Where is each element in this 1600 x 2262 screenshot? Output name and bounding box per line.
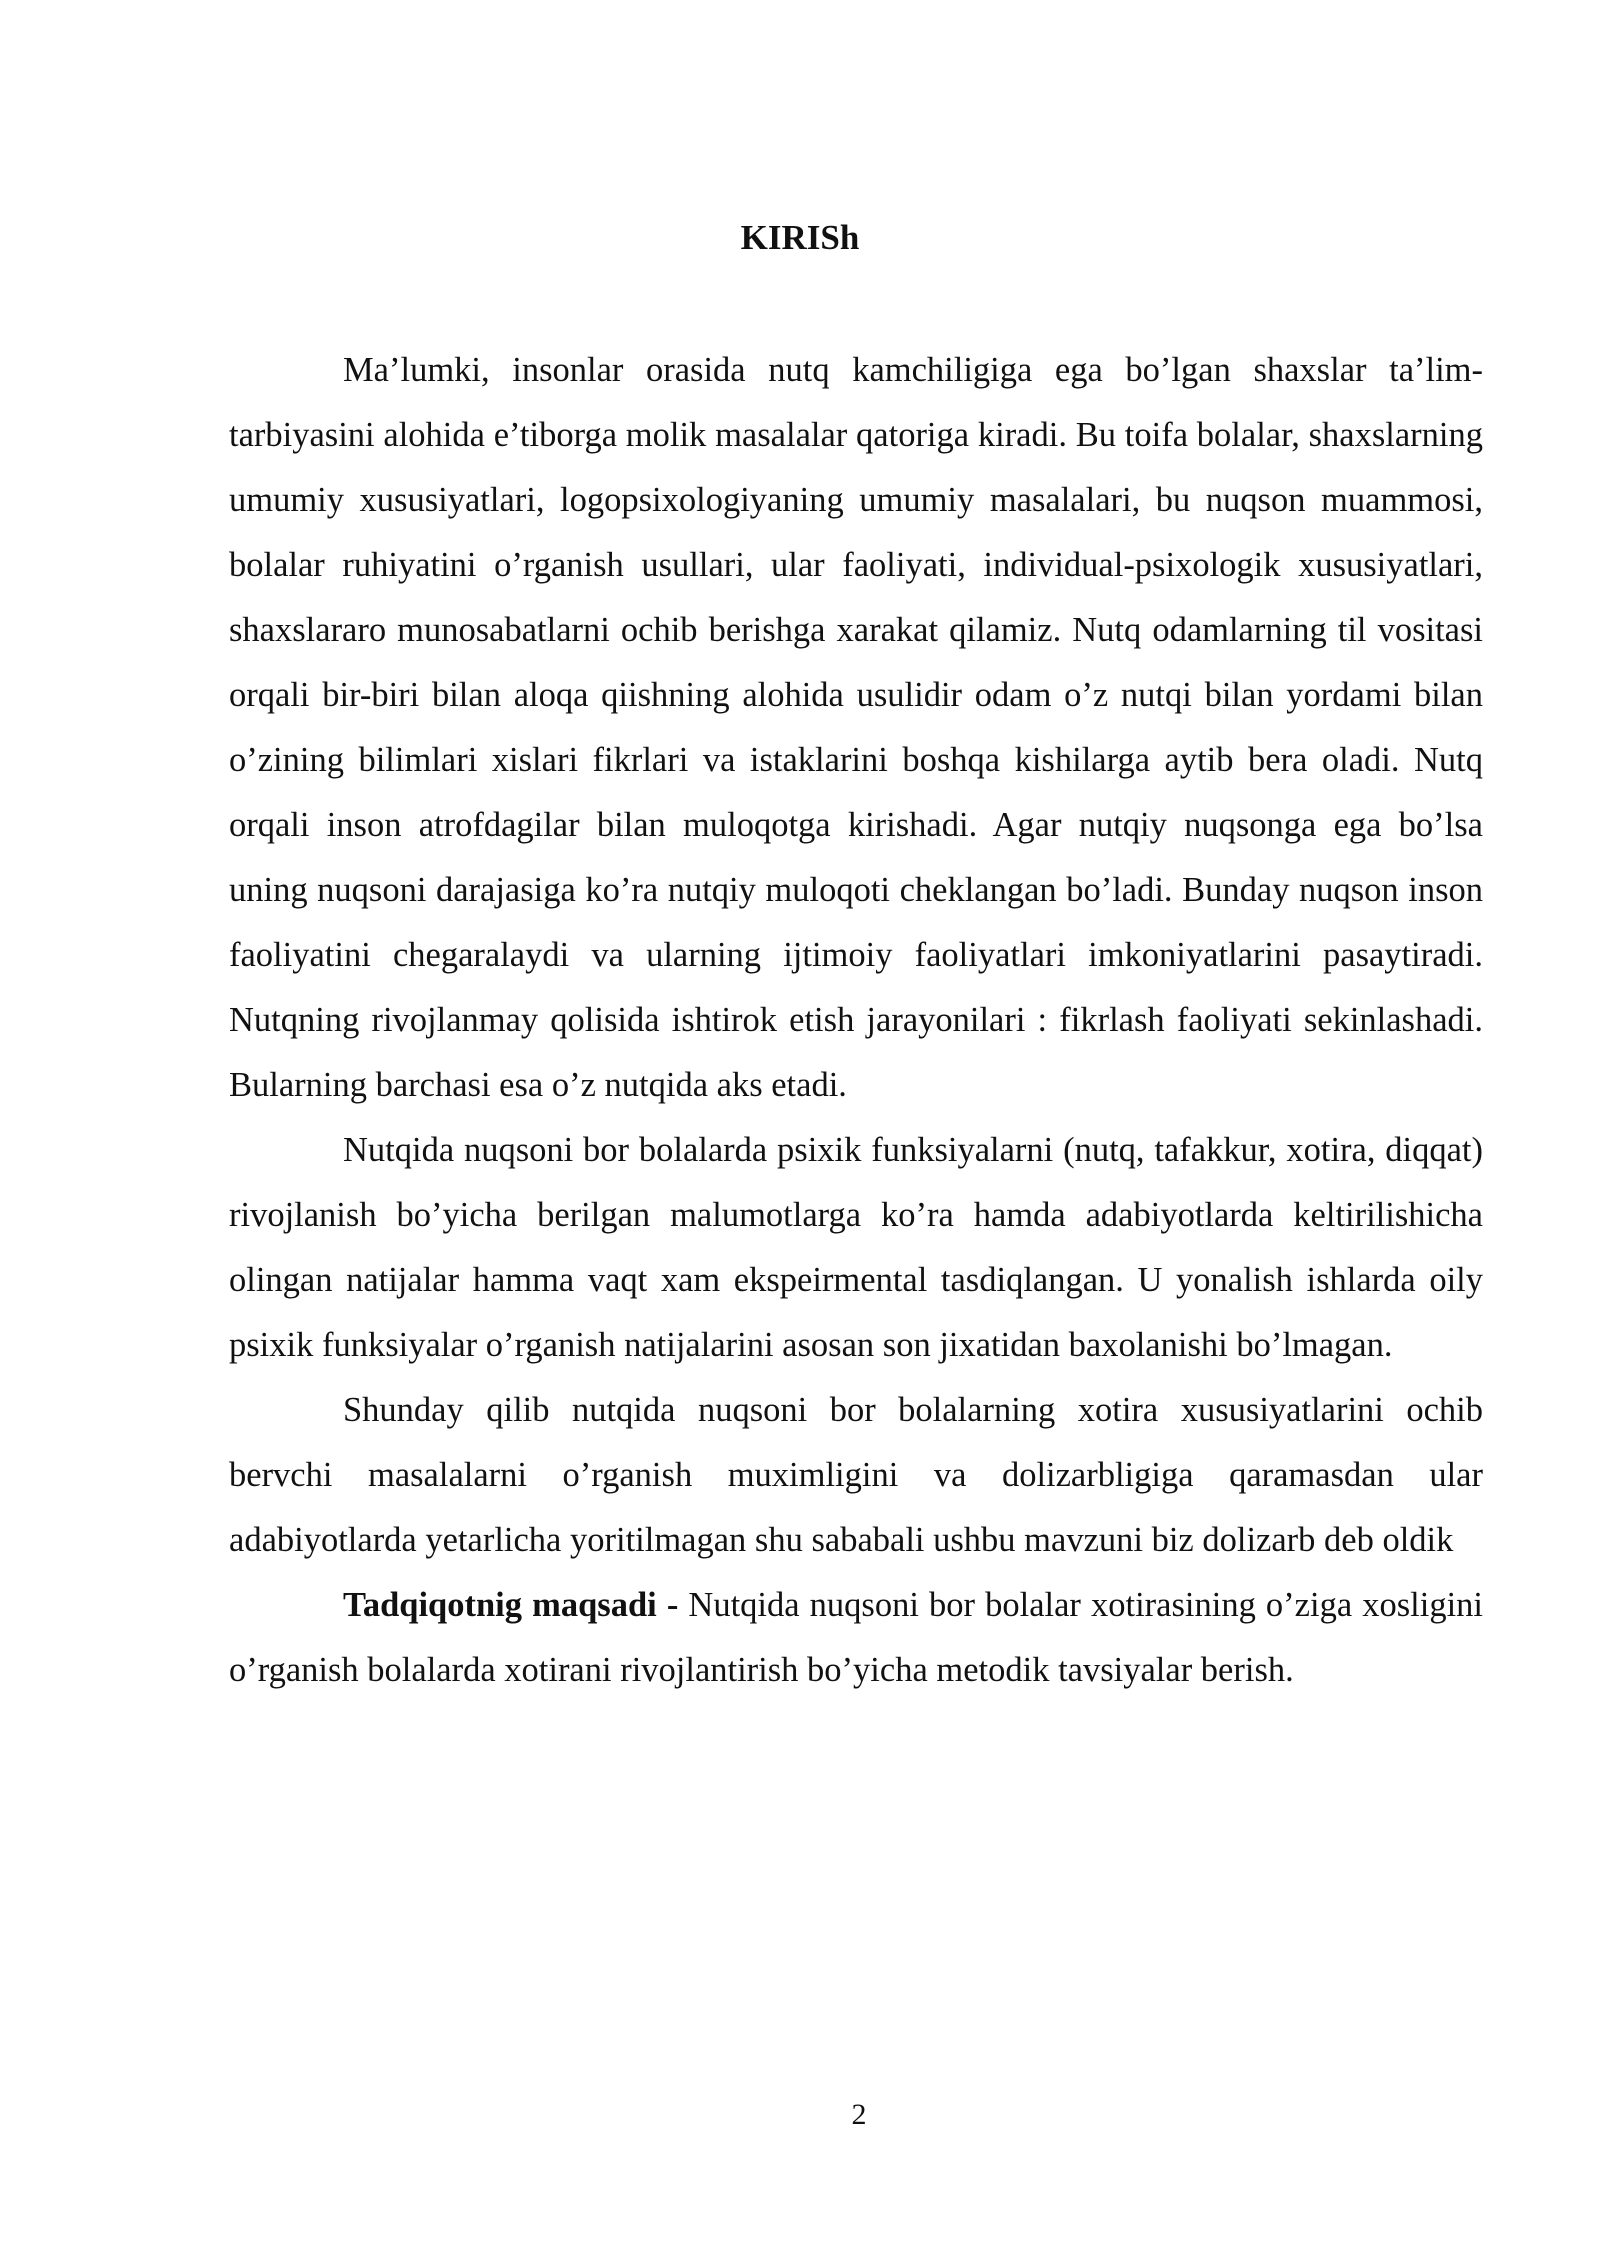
research-goal-text: Nutqida nuqsoni bor bolalar xotirasining o’ziga xosligini o’rganish bolalarda xotirani rivojlantirish bo’yicha metodik tavsiyalar berish.: [229, 1586, 1484, 1689]
paragraph-relevance: Shunday qilib nutqida nuqsoni bor bolalarning xotira xususiyatlarini ochib bervchi masalalarni o’rganish muximligini va dolizarbligiga qaramasdan ular adabiyotlarda yetarlicha yoritilmagan shu sababali ushbu mavzuni biz dolizarb deb oldik: [229, 1391, 1483, 1559]
paragraph-intro: Ma’lumki, insonlar orasida nutq kamchiligiga ega bo’lgan shaxslar ta’lim-tarbiyasini alohida e’tiborga molik masalalar qatoriga kiradi. Bu toifa bolalar, shaxslarning umumiy xususiyatlari, logopsixologiyaning umumiy masalalari, bu nuqson muammosi, bolalar ruhiyatini o’rganish usullari, ular faoliyati, individual-psixologik xususiyatlari, shaxslararo munosabatlarni ochib berishga xarakat qilamiz. Nutq odamlarning til vositasi orqali bir-biri bilan aloqa qiishning alohida usulidir odam o’z nutqi bilan yordami bilan o’zining bilimlari xislari fikrlari va istaklarini boshqa kishilarga aytib bera oladi. Nutq orqali inson atrofdagilar bilan muloqotga kirishadi. Agar nutqiy nuqsonga ega bo’lsa uning nuqsoni darajasiga ko’ra nutqiy muloqoti cheklangan bo’ladi. Bunday nuqson inson faoliyatini chegaralaydi va ularning ijtimoiy faoliyatlari imkoniyatlarini pasaytiradi. Nutqning rivojlanmay qolisida ishtirok etish jarayonilari : fikrlash faoliyati sekinlashadi. Bularning barchasi esa o’z nutqida aks etadi.: [229, 351, 1483, 1104]
paragraph-research-goal: [229, 1573, 1483, 1703]
page-number: 2: [851, 2098, 867, 2131]
research-goal-label: Tadqiqotnig maqsadi -: [343, 1586, 679, 1624]
body-text: [229, 338, 1483, 1703]
paragraph-psychic-functions: Nutqida nuqsoni bor bolalarda psixik funksiyalarni (nutq, tafakkur, xotira, diqqat) rivojlanish bo’yicha berilgan malumotlarga ko’ra hamda adabiyotlarda keltirilishicha olingan natijalar hamma vaqt xam ekspeirmental tasdiqlangan. U yonalish ishlarda oily psixik funksiyalar o’rganish natijalarini asosan son jixatidan baxolanishi bo’lmagan.: [229, 1131, 1483, 1364]
page-title: [0, 218, 1600, 258]
page-title-text: KIRISh: [740, 218, 860, 257]
